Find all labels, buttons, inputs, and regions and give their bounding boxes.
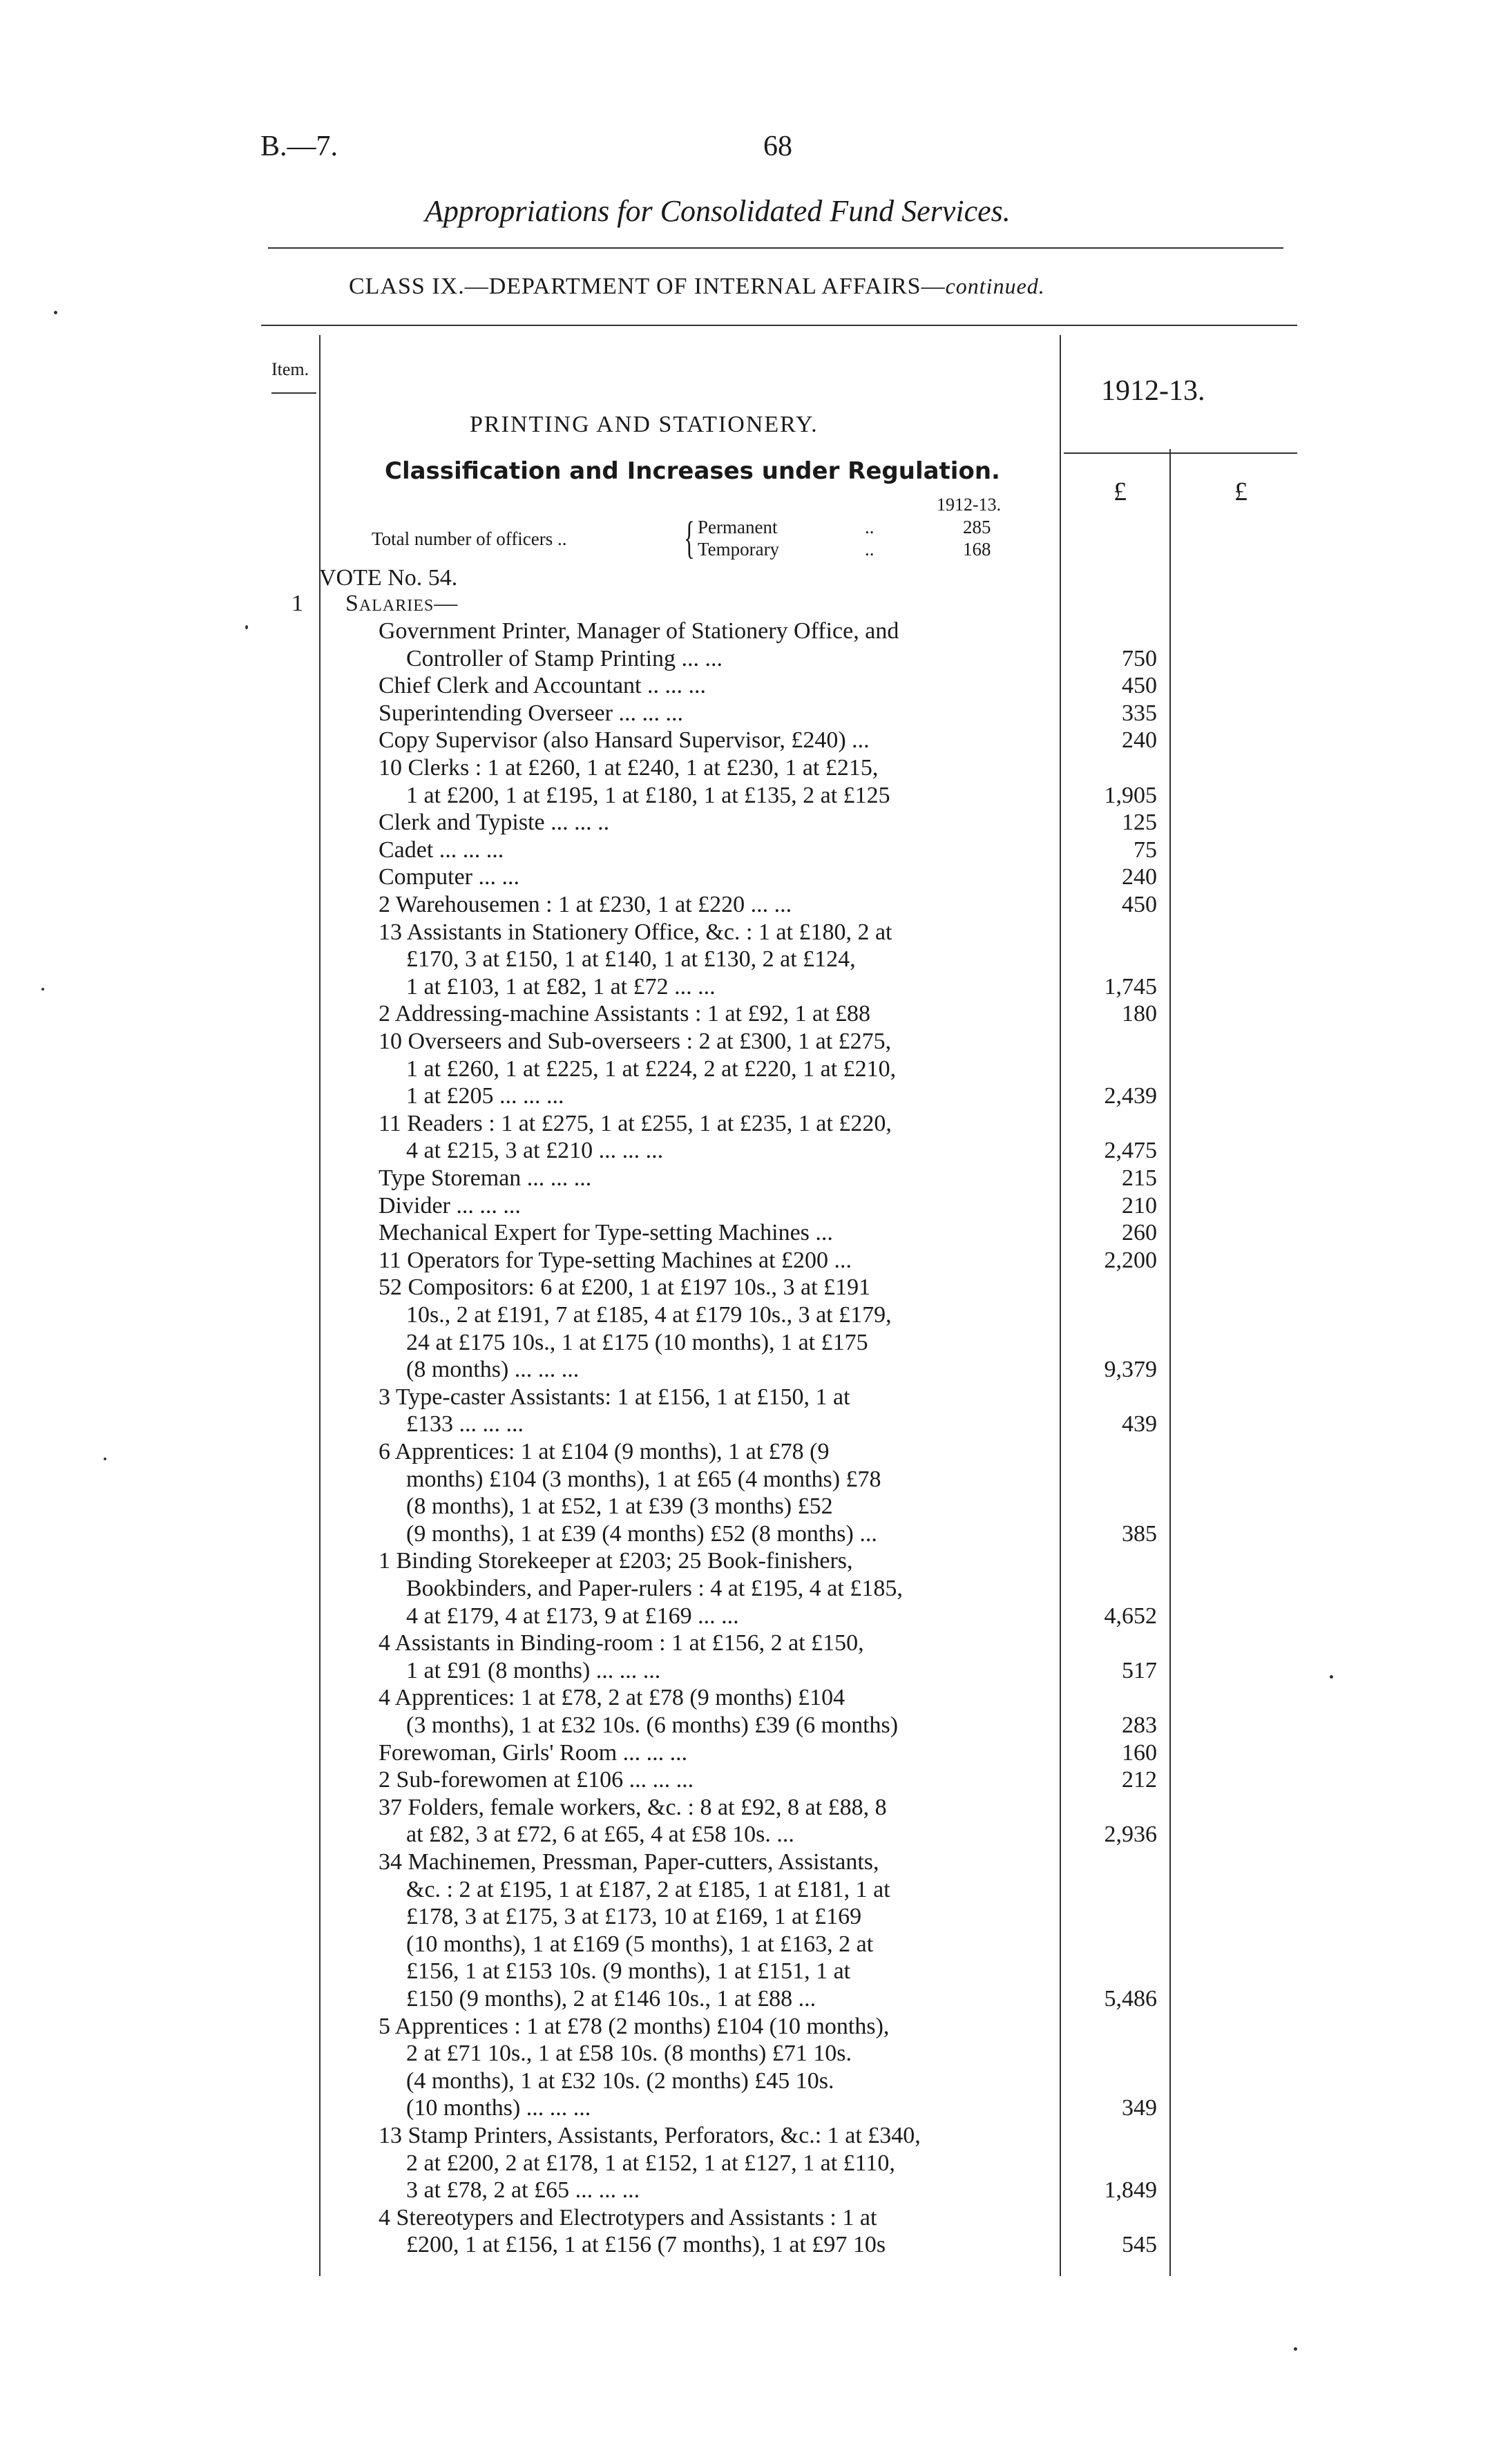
entry-line: 4 Apprentices: 1 at £78, 2 at £78 (9 months) £104 xyxy=(379,1685,845,1710)
entry-line: 2 at £71 10s., 1 at £58 10s. (8 months) £71 10s. xyxy=(406,2041,852,2066)
pound-symbol-1: £ xyxy=(1113,477,1127,506)
entry-line: Government Printer, Manager of Stationery Office, and xyxy=(379,618,899,644)
entry-line: 1 at £205 ... ... ... xyxy=(406,1083,564,1109)
entry-line: £170, 3 at £150, 1 at £140, 1 at £130, 2 at £124, xyxy=(406,946,856,972)
permanent-dots: .. xyxy=(865,517,874,537)
entry-line: (9 months), 1 at £39 (4 months) £52 (8 months) ... xyxy=(406,1521,877,1547)
entry-line: 2 Sub-forewomen at £106 ... ... ... xyxy=(379,1767,694,1793)
entry-amount: 2,475 xyxy=(1104,1138,1157,1163)
class-title-text: CLASS IX.—DEPARTMENT OF INTERNAL AFFAIRS— xyxy=(349,274,946,299)
entry-line: 1 at £91 (8 months) ... ... ... xyxy=(406,1658,661,1683)
entry-amount: 240 xyxy=(1122,864,1157,890)
vote-number: VOTE No. 54. xyxy=(319,565,458,591)
entry-line: 4 Assistants in Binding-room : 1 at £156, 2 at £150, xyxy=(379,1630,864,1656)
entry-amount: 210 xyxy=(1122,1193,1157,1219)
entry-line: Divider ... ... ... xyxy=(379,1193,521,1219)
scan-speck xyxy=(1330,1675,1333,1679)
entry-amount: 4,652 xyxy=(1104,1603,1157,1629)
entry-line: 3 at £78, 2 at £65 ... ... ... xyxy=(406,2177,640,2203)
total-officers-label: Total number of officers .. xyxy=(372,528,567,549)
page-number: 68 xyxy=(763,131,792,162)
temporary-label: Temporary xyxy=(698,539,780,560)
entry-line: £200, 1 at £156, 1 at £156 (7 months), 1 at £97 10s xyxy=(406,2232,886,2257)
entry-amount: 2,439 xyxy=(1104,1083,1157,1109)
entry-line: 1 at £200, 1 at £195, 1 at £180, 1 at £135, 2 at £125 xyxy=(406,783,890,808)
classification-heading: Classification and Increases under Regulation. xyxy=(385,457,1000,485)
document-reference: B.—7. xyxy=(260,131,338,162)
entry-line: 13 Assistants in Stationery Office, &c. : 1 at £180, 2 at xyxy=(379,919,892,945)
entry-amount: 1,745 xyxy=(1104,974,1157,1000)
entry-amount: 75 xyxy=(1134,837,1157,863)
entry-line: 2 Addressing-machine Assistants : 1 at £92, 1 at £88 xyxy=(379,1001,871,1026)
entry-line: Cadet ... ... ... xyxy=(379,837,504,863)
page-subtitle: Appropriations for Consolidated Fund Services. xyxy=(425,194,1011,228)
entry-amount: 2,936 xyxy=(1104,1822,1157,1847)
entry-line: 11 Readers : 1 at £275, 1 at £255, 1 at £235, 1 at £220, xyxy=(379,1111,892,1136)
entry-line: £133 ... ... ... xyxy=(406,1411,524,1437)
entry-amount: 9,379 xyxy=(1104,1357,1157,1382)
entry-amount: 215 xyxy=(1122,1165,1157,1191)
entry-amount: 349 xyxy=(1122,2095,1157,2121)
year-column-header: 1912-13. xyxy=(1101,375,1205,407)
entry-line: 4 at £179, 4 at £173, 9 at £169 ... ... xyxy=(406,1603,739,1629)
entry-line: 10 Clerks : 1 at £260, 1 at £240, 1 at £230, 1 at £215, xyxy=(379,755,879,781)
temporary-count: 168 xyxy=(963,539,991,560)
entry-amount: 450 xyxy=(1122,892,1157,917)
section-title: PRINTING AND STATIONERY. xyxy=(470,412,819,437)
entry-line: 5 Apprentices : 1 at £78 (2 months) £104 (10 months), xyxy=(379,2014,890,2039)
entry-line: 2 at £200, 2 at £178, 1 at £152, 1 at £127, 1 at £110, xyxy=(406,2150,895,2176)
entry-line: 3 Type-caster Assistants: 1 at £156, 1 at £150, 1 at xyxy=(379,1384,850,1410)
entry-line: (8 months), 1 at £52, 1 at £39 (3 months) £52 xyxy=(406,1493,833,1519)
entry-line: 1 at £103, 1 at £82, 1 at £72 ... ... xyxy=(406,974,716,1000)
scan-speck xyxy=(245,625,248,629)
entry-line: Chief Clerk and Accountant .. ... ... xyxy=(379,673,707,698)
entry-line: (3 months), 1 at £32 10s. (6 months) £39 (6 months) xyxy=(406,1712,899,1738)
entry-line: £150 (9 months), 2 at £146 10s., 1 at £88 ... xyxy=(406,1986,816,2012)
class-continued: continued. xyxy=(945,274,1045,298)
item-number: 1 xyxy=(291,591,303,616)
entry-line: (4 months), 1 at £32 10s. (2 months) £45 10s. xyxy=(406,2068,834,2094)
entry-amount: 283 xyxy=(1122,1712,1157,1738)
scan-speck xyxy=(104,1458,106,1460)
pound-symbol-2: £ xyxy=(1234,477,1247,506)
entry-line: Mechanical Expert for Type-setting Machines ... xyxy=(379,1220,833,1245)
entry-line: Superintending Overseer ... ... ... xyxy=(379,700,683,726)
entry-amount: 125 xyxy=(1122,810,1157,835)
item-column-header: Item. xyxy=(271,359,309,379)
entry-line: (8 months) ... ... ... xyxy=(406,1357,580,1382)
entry-amount: 450 xyxy=(1122,673,1157,698)
entry-amount: 2,200 xyxy=(1104,1248,1157,1273)
entry-line: Bookbinders, and Paper-rulers : 4 at £195, 4 at £185, xyxy=(406,1576,903,1601)
entry-line: 11 Operators for Type-setting Machines at £200 ... xyxy=(379,1248,852,1273)
permanent-label: Permanent xyxy=(698,517,778,537)
entry-amount: 1,849 xyxy=(1104,2177,1157,2203)
entry-line: 13 Stamp Printers, Assistants, Perforators, &c.: 1 at £340, xyxy=(379,2123,921,2148)
entry-line: 52 Compositors: 6 at £200, 1 at £197 10s., 3 at £191 xyxy=(379,1274,871,1300)
temporary-dots: .. xyxy=(865,539,874,560)
entry-amount: 180 xyxy=(1122,1001,1157,1026)
entry-line: 24 at £175 10s., 1 at £175 (10 months), 1 at £175 xyxy=(406,1330,868,1355)
entry-line: Controller of Stamp Printing ... ... xyxy=(406,646,723,671)
entry-amount: 5,486 xyxy=(1104,1986,1157,2012)
entry-line: months) £104 (3 months), 1 at £65 (4 months) £78 xyxy=(406,1467,881,1492)
salaries-heading: Salaries— xyxy=(345,591,459,616)
entry-line: 2 Warehousemen : 1 at £230, 1 at £220 ... ... xyxy=(379,892,792,917)
entry-line: Forewoman, Girls' Room ... ... ... xyxy=(379,1740,688,1766)
entry-line: Clerk and Typiste ... ... .. xyxy=(379,810,610,835)
officers-brace: { xyxy=(684,513,695,563)
entry-amount: 240 xyxy=(1122,727,1157,753)
scan-speck xyxy=(54,311,57,314)
entry-line: £178, 3 at £175, 3 at £173, 10 at £169, 1 at £169 xyxy=(406,1904,862,1929)
entry-amount: 545 xyxy=(1122,2232,1157,2257)
entry-amount: 517 xyxy=(1122,1658,1157,1683)
entry-amount: 385 xyxy=(1122,1521,1157,1547)
entry-amount: 260 xyxy=(1122,1220,1157,1245)
permanent-count: 285 xyxy=(963,517,991,537)
entry-line: 10 Overseers and Sub-overseers : 2 at £300, 1 at £275, xyxy=(379,1029,892,1054)
entry-amount: 750 xyxy=(1122,646,1157,671)
entry-line: Type Storeman ... ... ... xyxy=(379,1165,592,1191)
entry-line: Computer ... ... xyxy=(379,864,519,890)
entry-amount: 212 xyxy=(1122,1767,1157,1793)
entry-line: £156, 1 at £153 10s. (9 months), 1 at £151, 1 at xyxy=(406,1958,851,1984)
entry-line: at £82, 3 at £72, 6 at £65, 4 at £58 10s. ... xyxy=(406,1822,794,1847)
entry-line: 1 Binding Storekeeper at £203; 25 Book-finishers, xyxy=(379,1548,853,1574)
entry-amount: 160 xyxy=(1122,1740,1157,1766)
classification-year: 1912-13. xyxy=(937,495,1002,515)
entry-line: 34 Machinemen, Pressman, Paper-cutters, Assistants, xyxy=(379,1849,879,1875)
entry-line: &c. : 2 at £195, 1 at £187, 2 at £185, 1 at £181, 1 at xyxy=(406,1877,890,1902)
entry-amount: 335 xyxy=(1122,700,1157,726)
entry-line: Copy Supervisor (also Hansard Supervisor, £240) ... xyxy=(379,727,870,753)
entry-amount: 439 xyxy=(1122,1411,1157,1437)
entry-line: 4 Stereotypers and Electrotypers and Assistants : 1 at xyxy=(379,2205,877,2231)
entry-line: 37 Folders, female workers, &c. : 8 at £92, 8 at £88, 8 xyxy=(379,1795,887,1820)
entry-line: (10 months), 1 at £169 (5 months), 1 at £163, 2 at xyxy=(406,1931,874,1957)
entry-line: 4 at £215, 3 at £210 ... ... ... xyxy=(406,1138,664,1163)
entry-line: 10s., 2 at £191, 7 at £185, 4 at £179 10s., 3 at £179, xyxy=(406,1302,892,1328)
entry-line: 1 at £260, 1 at £225, 1 at £224, 2 at £220, 1 at £210, xyxy=(406,1056,897,1082)
scan-speck xyxy=(1294,2347,1297,2351)
scan-speck xyxy=(41,988,44,991)
entry-amount: 1,905 xyxy=(1104,783,1157,808)
entry-line: (10 months) ... ... ... xyxy=(406,2095,591,2121)
entry-line: 6 Apprentices: 1 at £104 (9 months), 1 at £78 (9 xyxy=(379,1439,830,1464)
